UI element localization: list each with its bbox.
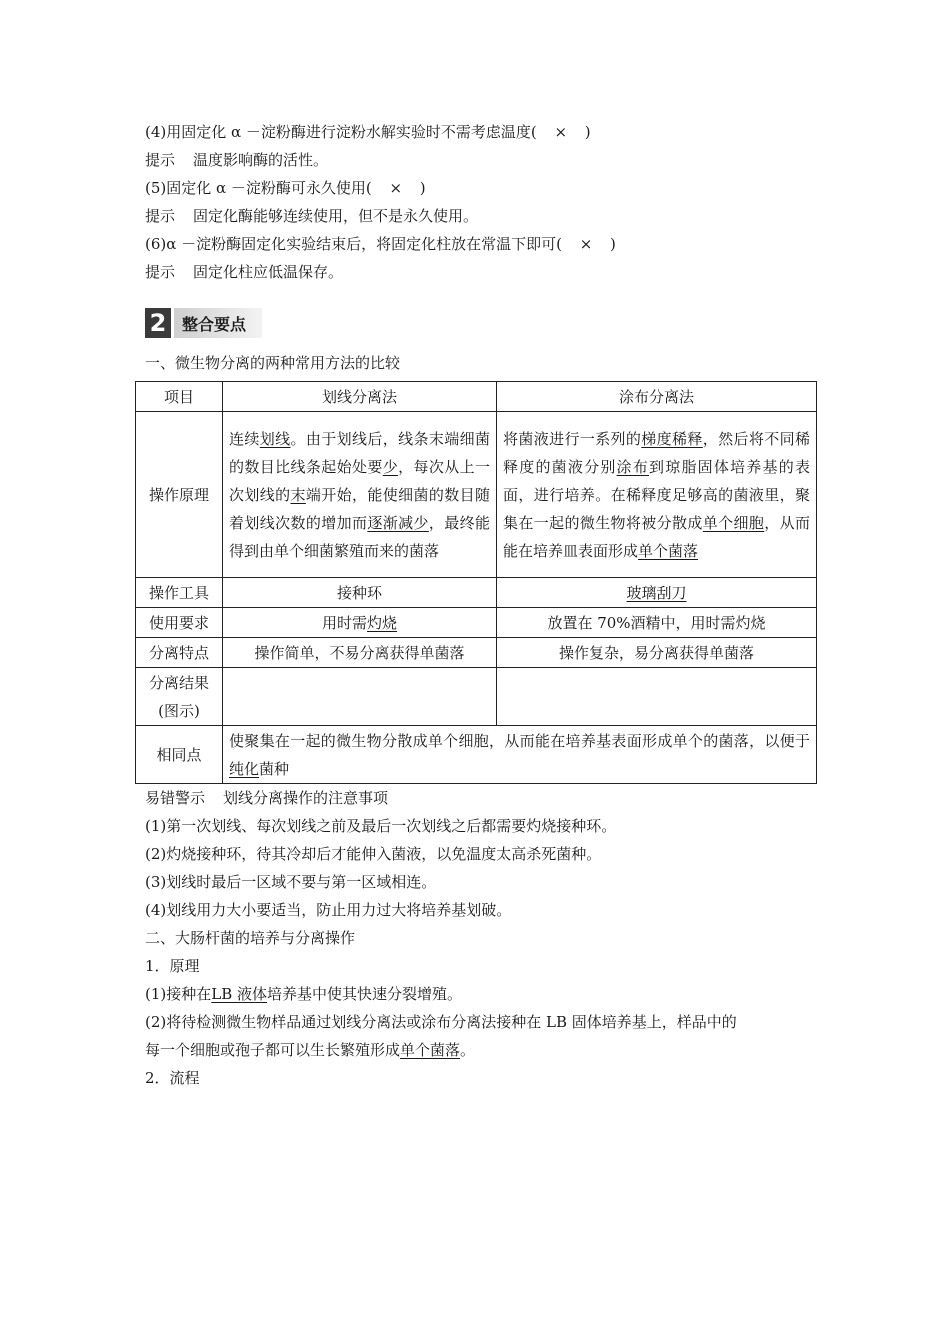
answer-mark: × bbox=[554, 123, 568, 141]
header-streak: 划线分离法 bbox=[223, 382, 497, 412]
common-text: 使聚集在一起的微生物分散成单个细胞，从而能在培养基表面形成单个的菌落，以便于纯化菌种 bbox=[223, 726, 817, 784]
warning-title: 划线分离操作的注意事项 bbox=[223, 789, 389, 807]
judgment-text: (6)α －淀粉酶固定化实验结束后，将固定化柱放在常温下即可( bbox=[145, 235, 562, 253]
hint-4 bbox=[145, 150, 328, 170]
warning-label: 易错警示 bbox=[145, 789, 206, 807]
hint-text: 固定化酶能够连续使用，但不是永久使用。 bbox=[193, 207, 479, 225]
row-label: 操作工具 bbox=[136, 578, 223, 608]
table-row-tool bbox=[136, 578, 817, 608]
principle-item-2-cont: 每一个细胞或孢子都可以生长繁殖形成单个菌落。 bbox=[145, 1041, 476, 1059]
usage-spread: 放置在 70%酒精中，用时需灼烧 bbox=[497, 608, 817, 638]
table-row-feature bbox=[136, 638, 817, 668]
judgment-4 bbox=[145, 122, 591, 142]
principle-streak: 连续划线。由于划线后，线条末端细菌的数目比线条起始处要少，每次从上一次划线的末端开始，能使细菌的数目随着划线次数的增加而逐渐减少，最终能得到由单个细菌繁殖而来的菌落 bbox=[223, 412, 497, 578]
principle-spread: 将菌液进行一系列的梯度稀释，然后将不同稀释度的菌液分别涂布到琼脂固体培养基的表面，进行培养。在稀释度足够高的菌液里，聚集在一起的微生物将被分散成单个细胞，从而能在培养皿表面形成单个菌落 bbox=[497, 412, 817, 578]
warning-item: (4)划线用力大小要适当，防止用力过大将培养基划破。 bbox=[145, 901, 512, 919]
usage-streak: 用时需灼烧 bbox=[223, 608, 497, 638]
hint-text: 固定化柱应低温保存。 bbox=[193, 263, 344, 281]
judgment-6 bbox=[145, 234, 616, 254]
table-row-result bbox=[136, 668, 817, 726]
principle-item-1: (1)接种在LB 液体培养基中使其快速分裂增殖。 bbox=[145, 985, 463, 1003]
part1-title: 一、微生物分离的两种常用方法的比较 bbox=[145, 354, 401, 372]
table-row-common bbox=[136, 726, 817, 784]
row-label: 操作原理 bbox=[136, 412, 223, 578]
paren-close: ) bbox=[610, 235, 616, 253]
judgment-text: (5)固定化 α －淀粉酶可永久使用( bbox=[145, 179, 372, 197]
tool-streak: 接种环 bbox=[223, 578, 497, 608]
principle-item-2: (2)将待检测微生物样品通过划线分离法或涂布分离法接种在 LB 固体培养基上，样品中的 bbox=[145, 1013, 737, 1031]
answer-mark: × bbox=[389, 179, 403, 197]
table-header-row bbox=[136, 382, 817, 412]
warning-item: (3)划线时最后一区域不要与第一区域相连。 bbox=[145, 873, 437, 891]
warning-item: (1)第一次划线、每次划线之前及最后一次划线之后都需要灼烧接种环。 bbox=[145, 817, 617, 835]
table-row-principle bbox=[136, 412, 817, 578]
feature-spread: 操作复杂，易分离获得单菌落 bbox=[497, 638, 817, 668]
judgment-text: (4)用固定化 α －淀粉酶进行淀粉水解实验时不需考虑温度( bbox=[145, 123, 537, 141]
row-label: 使用要求 bbox=[136, 608, 223, 638]
row-label: 相同点 bbox=[136, 726, 223, 784]
header-spread: 涂布分离法 bbox=[497, 382, 817, 412]
hint-label: 提示 bbox=[145, 263, 176, 281]
tool-spread: 玻璃刮刀 bbox=[497, 578, 817, 608]
hint-text: 温度影响酶的活性。 bbox=[193, 151, 329, 169]
hint-5 bbox=[145, 206, 478, 226]
section-heading bbox=[145, 308, 262, 338]
hint-6 bbox=[145, 262, 343, 282]
part2-title: 二、大肠杆菌的培养与分离操作 bbox=[145, 929, 356, 947]
result-streak bbox=[223, 668, 497, 726]
header-item: 项目 bbox=[136, 382, 223, 412]
warning-heading bbox=[145, 788, 388, 808]
row-label: 分离特点 bbox=[136, 638, 223, 668]
paren-close: ) bbox=[584, 123, 591, 141]
table-row-usage bbox=[136, 608, 817, 638]
answer-mark: × bbox=[579, 235, 593, 253]
comparison-table bbox=[135, 381, 817, 784]
warning-item: (2)灼烧接种环，待其冷却后才能伸入菌液，以免温度太高杀死菌种。 bbox=[145, 845, 602, 863]
result-spread bbox=[497, 668, 817, 726]
row-label: 分离结果 (图示) bbox=[136, 668, 223, 726]
feature-streak: 操作简单，不易分离获得单菌落 bbox=[223, 638, 497, 668]
section-title: 整合要点 bbox=[174, 308, 262, 338]
hint-label: 提示 bbox=[145, 207, 176, 225]
principle-title: 1．原理 bbox=[145, 957, 200, 975]
section-number: 2 bbox=[145, 308, 171, 338]
hint-label: 提示 bbox=[145, 151, 176, 169]
paren-close: ) bbox=[419, 179, 426, 197]
flow-title: 2．流程 bbox=[145, 1069, 200, 1087]
judgment-5 bbox=[145, 178, 426, 198]
